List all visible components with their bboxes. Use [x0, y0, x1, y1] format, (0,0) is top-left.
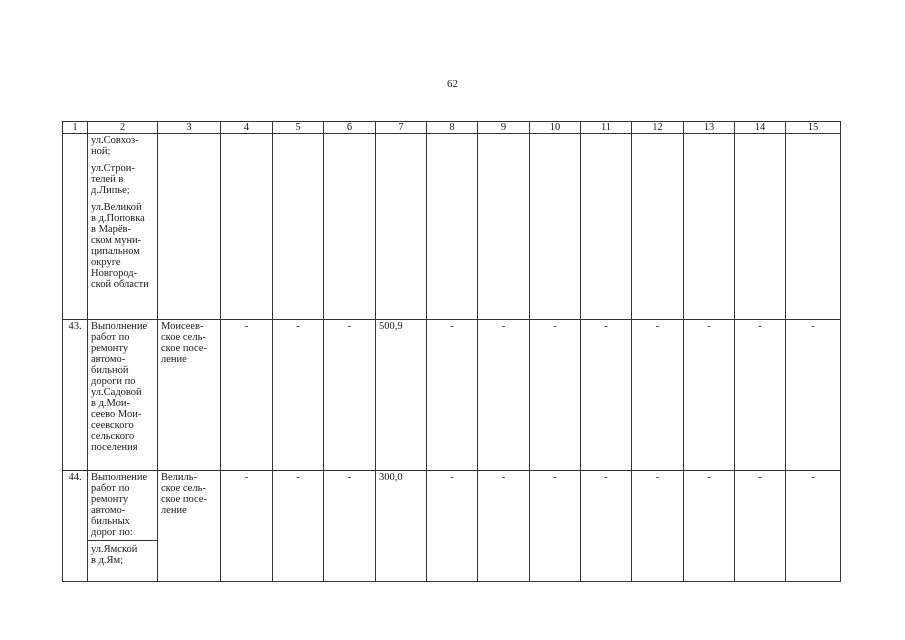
cell — [427, 134, 478, 320]
cell-value: - — [632, 320, 684, 471]
cell-value: - — [478, 320, 530, 471]
column-header: 15 — [786, 122, 841, 134]
column-header: 4 — [221, 122, 273, 134]
cell — [786, 134, 841, 320]
column-header: 3 — [158, 122, 221, 134]
cell-value: - — [581, 471, 632, 582]
cell-description — [88, 471, 158, 582]
cell-value: - — [478, 471, 530, 582]
cell-executor: Велиль- ское сель- ское посе- ление — [158, 471, 221, 582]
street-item: ул.Великой в д.Поповка в Марёв- ском муни- ципальном округе Новгород- ской области — [91, 202, 149, 290]
column-header: 10 — [530, 122, 581, 134]
column-header: 7 — [376, 122, 427, 134]
cell-value: - — [530, 471, 581, 582]
page-number: 62 — [447, 78, 458, 90]
column-header: 9 — [478, 122, 530, 134]
column-header: 6 — [324, 122, 376, 134]
cell-value: - — [684, 471, 735, 582]
column-header: 12 — [632, 122, 684, 134]
cell-value: - — [632, 471, 684, 582]
cell-value: - — [324, 471, 376, 582]
cell-value: - — [273, 471, 324, 582]
column-header: 2 — [88, 122, 158, 134]
cell-value: - — [684, 320, 735, 471]
cell-number: 43. — [63, 320, 88, 471]
column-header: 1 — [63, 122, 88, 134]
column-header: 14 — [735, 122, 786, 134]
cell-value: - — [735, 471, 786, 582]
cell-value: - — [530, 320, 581, 471]
column-header: 8 — [427, 122, 478, 134]
cell-value: - — [221, 471, 273, 582]
cell-description — [88, 134, 158, 320]
cell — [684, 134, 735, 320]
cell-value: - — [786, 471, 841, 582]
budget-table — [62, 121, 841, 582]
cell — [221, 134, 273, 320]
cell — [376, 134, 427, 320]
column-header: 11 — [581, 122, 632, 134]
cell — [273, 134, 324, 320]
table-row — [63, 320, 841, 471]
table-row — [63, 471, 841, 582]
cell-value: - — [273, 320, 324, 471]
cell-value: - — [735, 320, 786, 471]
cell — [478, 134, 530, 320]
cell — [735, 134, 786, 320]
cell-amount: 500,9 — [376, 320, 427, 471]
street-item: ул.Совхоз- ной; — [91, 135, 139, 157]
cell-value: - — [786, 320, 841, 471]
cell-executor: Моисеев- ское сель- ское посе- ление — [158, 320, 221, 471]
column-header: 5 — [273, 122, 324, 134]
description-text: Выполнение работ по ремонту автомо- бильных дорог по: — [91, 472, 148, 538]
cell-value: - — [427, 320, 478, 471]
street-item: ул.Ямской в д.Ям; — [91, 544, 138, 566]
cell — [632, 134, 684, 320]
cell — [581, 134, 632, 320]
cell-value: - — [221, 320, 273, 471]
cell-value: - — [427, 471, 478, 582]
cell-value: - — [581, 320, 632, 471]
cell — [530, 134, 581, 320]
cell-value: - — [324, 320, 376, 471]
table-row-continuation — [63, 134, 841, 320]
cell-number: 44. — [63, 471, 88, 582]
cell-description: Выполнение работ по ремонту автомо- бильной дороги по ул.Садовой в д.Мои- сеево Мои- сеевского сельского поселения — [88, 320, 158, 471]
cell-executor — [158, 134, 221, 320]
header-row — [63, 122, 841, 134]
street-item: ул.Строи- телей в д.Липье; — [91, 163, 135, 196]
column-header: 13 — [684, 122, 735, 134]
divider — [88, 540, 157, 541]
cell-number — [63, 134, 88, 320]
cell-amount: 300,0 — [376, 471, 427, 582]
cell — [324, 134, 376, 320]
